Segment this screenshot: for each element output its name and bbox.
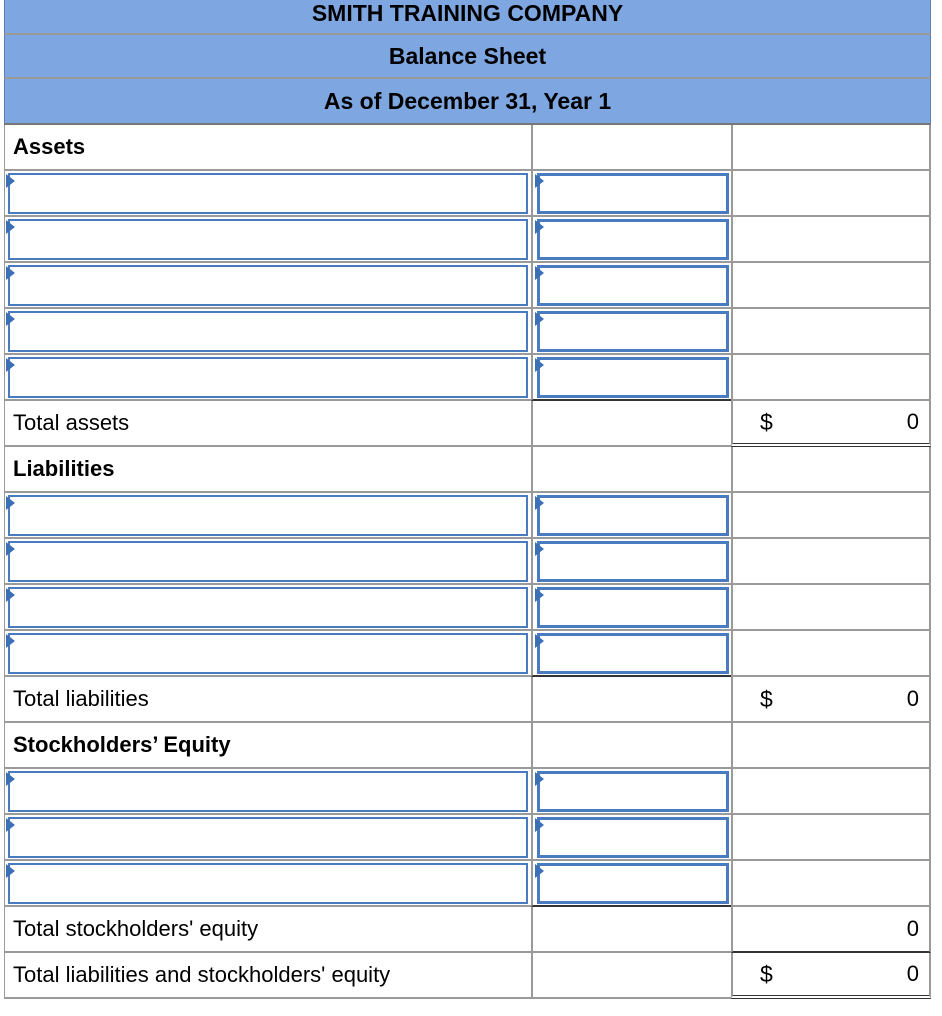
total-equity-cell	[731, 907, 931, 953]
liability-account-dropdown[interactable]	[8, 495, 528, 536]
equity-input-row	[4, 861, 931, 907]
dropdown-arrow-icon[interactable]	[535, 588, 544, 602]
grand-total-cell	[731, 953, 931, 999]
empty-cell	[731, 309, 931, 355]
equity-heading-row	[4, 723, 931, 769]
company-name-header	[4, 0, 931, 35]
total-equity-label: Total stockholders' equity	[4, 907, 531, 953]
asset-input-row	[4, 171, 931, 217]
dropdown-arrow-icon[interactable]	[535, 220, 544, 234]
empty-cell	[731, 585, 931, 631]
dropdown-arrow-icon[interactable]	[6, 496, 15, 510]
dropdown-arrow-icon[interactable]	[6, 634, 15, 648]
statement-date: As of December 31, Year 1	[323, 87, 612, 114]
equity-amount-input[interactable]	[537, 863, 729, 904]
asset-amount-cell	[531, 309, 731, 355]
balance-sheet	[4, 0, 931, 999]
empty-cell	[531, 723, 731, 769]
empty-cell	[531, 953, 731, 999]
empty-cell	[731, 263, 931, 309]
liability-amount-input[interactable]	[537, 587, 729, 628]
equity-amount-cell	[531, 815, 731, 861]
dropdown-arrow-icon[interactable]	[535, 864, 544, 878]
total-assets-row	[4, 401, 931, 447]
empty-cell	[731, 447, 931, 493]
equity-amount-input[interactable]	[537, 817, 729, 858]
equity-input-row	[4, 769, 931, 815]
asset-input-row	[4, 263, 931, 309]
empty-cell	[531, 401, 731, 447]
total-equity-value: 0	[906, 916, 919, 941]
asset-amount-cell	[531, 355, 731, 401]
dropdown-arrow-icon[interactable]	[535, 542, 544, 556]
equity-account-cell	[4, 769, 531, 815]
equity-amount-input[interactable]	[537, 771, 729, 812]
asset-amount-input[interactable]	[537, 219, 729, 260]
grand-total-row	[4, 953, 931, 999]
asset-account-dropdown[interactable]	[8, 173, 528, 214]
asset-input-row	[4, 217, 931, 263]
total-assets-value: 0	[906, 409, 919, 434]
empty-cell	[531, 907, 731, 953]
total-liabilities-row	[4, 677, 931, 723]
empty-cell	[531, 447, 731, 493]
dropdown-arrow-icon[interactable]	[535, 312, 544, 326]
dropdown-arrow-icon[interactable]	[535, 358, 544, 372]
liability-input-row	[4, 631, 931, 677]
liability-amount-cell	[531, 585, 731, 631]
statement-title-header	[4, 35, 931, 79]
assets-heading: Assets	[4, 125, 531, 171]
dropdown-arrow-icon[interactable]	[6, 542, 15, 556]
asset-account-dropdown[interactable]	[8, 311, 528, 352]
asset-input-row	[4, 309, 931, 355]
equity-account-dropdown[interactable]	[8, 863, 528, 904]
equity-input-row	[4, 815, 931, 861]
assets-heading-row	[4, 125, 931, 171]
equity-account-cell	[4, 861, 531, 907]
asset-account-cell	[4, 171, 531, 217]
date-header	[4, 79, 931, 125]
company-name: SMITH TRAINING COMPANY	[311, 0, 624, 26]
asset-amount-input[interactable]	[537, 357, 729, 398]
asset-amount-cell	[531, 217, 731, 263]
total-assets-cell	[731, 401, 931, 447]
empty-cell	[731, 171, 931, 217]
empty-cell	[731, 815, 931, 861]
currency-symbol: $	[760, 685, 773, 712]
empty-cell	[731, 539, 931, 585]
statement-title: Balance Sheet	[388, 42, 547, 69]
dropdown-arrow-icon[interactable]	[535, 266, 544, 280]
dropdown-arrow-icon[interactable]	[6, 358, 15, 372]
liability-account-cell	[4, 493, 531, 539]
empty-cell	[531, 677, 731, 723]
liability-input-row	[4, 539, 931, 585]
dropdown-arrow-icon[interactable]	[535, 818, 544, 832]
asset-amount-cell	[531, 263, 731, 309]
empty-cell	[731, 723, 931, 769]
equity-account-dropdown[interactable]	[8, 771, 528, 812]
asset-account-cell	[4, 217, 531, 263]
liability-account-dropdown[interactable]	[8, 587, 528, 628]
asset-amount-input[interactable]	[537, 311, 729, 352]
asset-account-dropdown[interactable]	[8, 265, 528, 306]
dropdown-arrow-icon[interactable]	[6, 174, 15, 188]
dropdown-arrow-icon[interactable]	[6, 772, 15, 786]
liability-amount-input[interactable]	[537, 633, 729, 674]
empty-cell	[731, 217, 931, 263]
dropdown-arrow-icon[interactable]	[6, 864, 15, 878]
dropdown-arrow-icon[interactable]	[6, 588, 15, 602]
empty-cell	[731, 769, 931, 815]
liability-account-dropdown[interactable]	[8, 633, 528, 674]
asset-account-dropdown[interactable]	[8, 219, 528, 260]
equity-amount-cell	[531, 861, 731, 907]
liability-amount-input[interactable]	[537, 541, 729, 582]
liability-account-dropdown[interactable]	[8, 541, 528, 582]
asset-amount-cell	[531, 171, 731, 217]
asset-account-cell	[4, 263, 531, 309]
empty-cell	[731, 631, 931, 677]
liabilities-heading-row	[4, 447, 931, 493]
liability-amount-cell	[531, 631, 731, 677]
liability-account-cell	[4, 585, 531, 631]
empty-cell	[531, 125, 731, 171]
dropdown-arrow-icon[interactable]	[535, 174, 544, 188]
total-liabilities-label: Total liabilities	[4, 677, 531, 723]
dropdown-arrow-icon[interactable]	[6, 312, 15, 326]
liability-amount-input[interactable]	[537, 495, 729, 536]
equity-amount-cell	[531, 769, 731, 815]
empty-cell	[731, 861, 931, 907]
liability-account-cell	[4, 539, 531, 585]
currency-symbol: $	[760, 408, 773, 435]
equity-heading: Stockholders’ Equity	[4, 723, 531, 769]
liability-amount-cell	[531, 539, 731, 585]
dropdown-arrow-icon[interactable]	[6, 266, 15, 280]
liability-account-cell	[4, 631, 531, 677]
empty-cell	[731, 125, 931, 171]
total-liabilities-cell	[731, 677, 931, 723]
liabilities-heading: Liabilities	[4, 447, 531, 493]
asset-account-cell	[4, 309, 531, 355]
currency-symbol: $	[760, 960, 773, 987]
equity-account-dropdown[interactable]	[8, 817, 528, 858]
asset-input-row	[4, 355, 931, 401]
total-equity-row	[4, 907, 931, 953]
empty-cell	[731, 493, 931, 539]
asset-account-cell	[4, 355, 531, 401]
dropdown-arrow-icon[interactable]	[6, 818, 15, 832]
total-liabilities-value: 0	[906, 686, 919, 711]
empty-cell	[731, 355, 931, 401]
grand-total-value: 0	[906, 961, 919, 986]
liability-input-row	[4, 493, 931, 539]
grand-total-label: Total liabilities and stockholders' equity	[4, 953, 531, 999]
equity-account-cell	[4, 815, 531, 861]
dropdown-arrow-icon[interactable]	[535, 634, 544, 648]
dropdown-arrow-icon[interactable]	[6, 220, 15, 234]
dropdown-arrow-icon[interactable]	[535, 772, 544, 786]
dropdown-arrow-icon[interactable]	[535, 496, 544, 510]
liability-input-row	[4, 585, 931, 631]
asset-amount-input[interactable]	[537, 265, 729, 306]
asset-amount-input[interactable]	[537, 173, 729, 214]
liability-amount-cell	[531, 493, 731, 539]
asset-account-dropdown[interactable]	[8, 357, 528, 398]
total-assets-label: Total assets	[4, 401, 531, 447]
